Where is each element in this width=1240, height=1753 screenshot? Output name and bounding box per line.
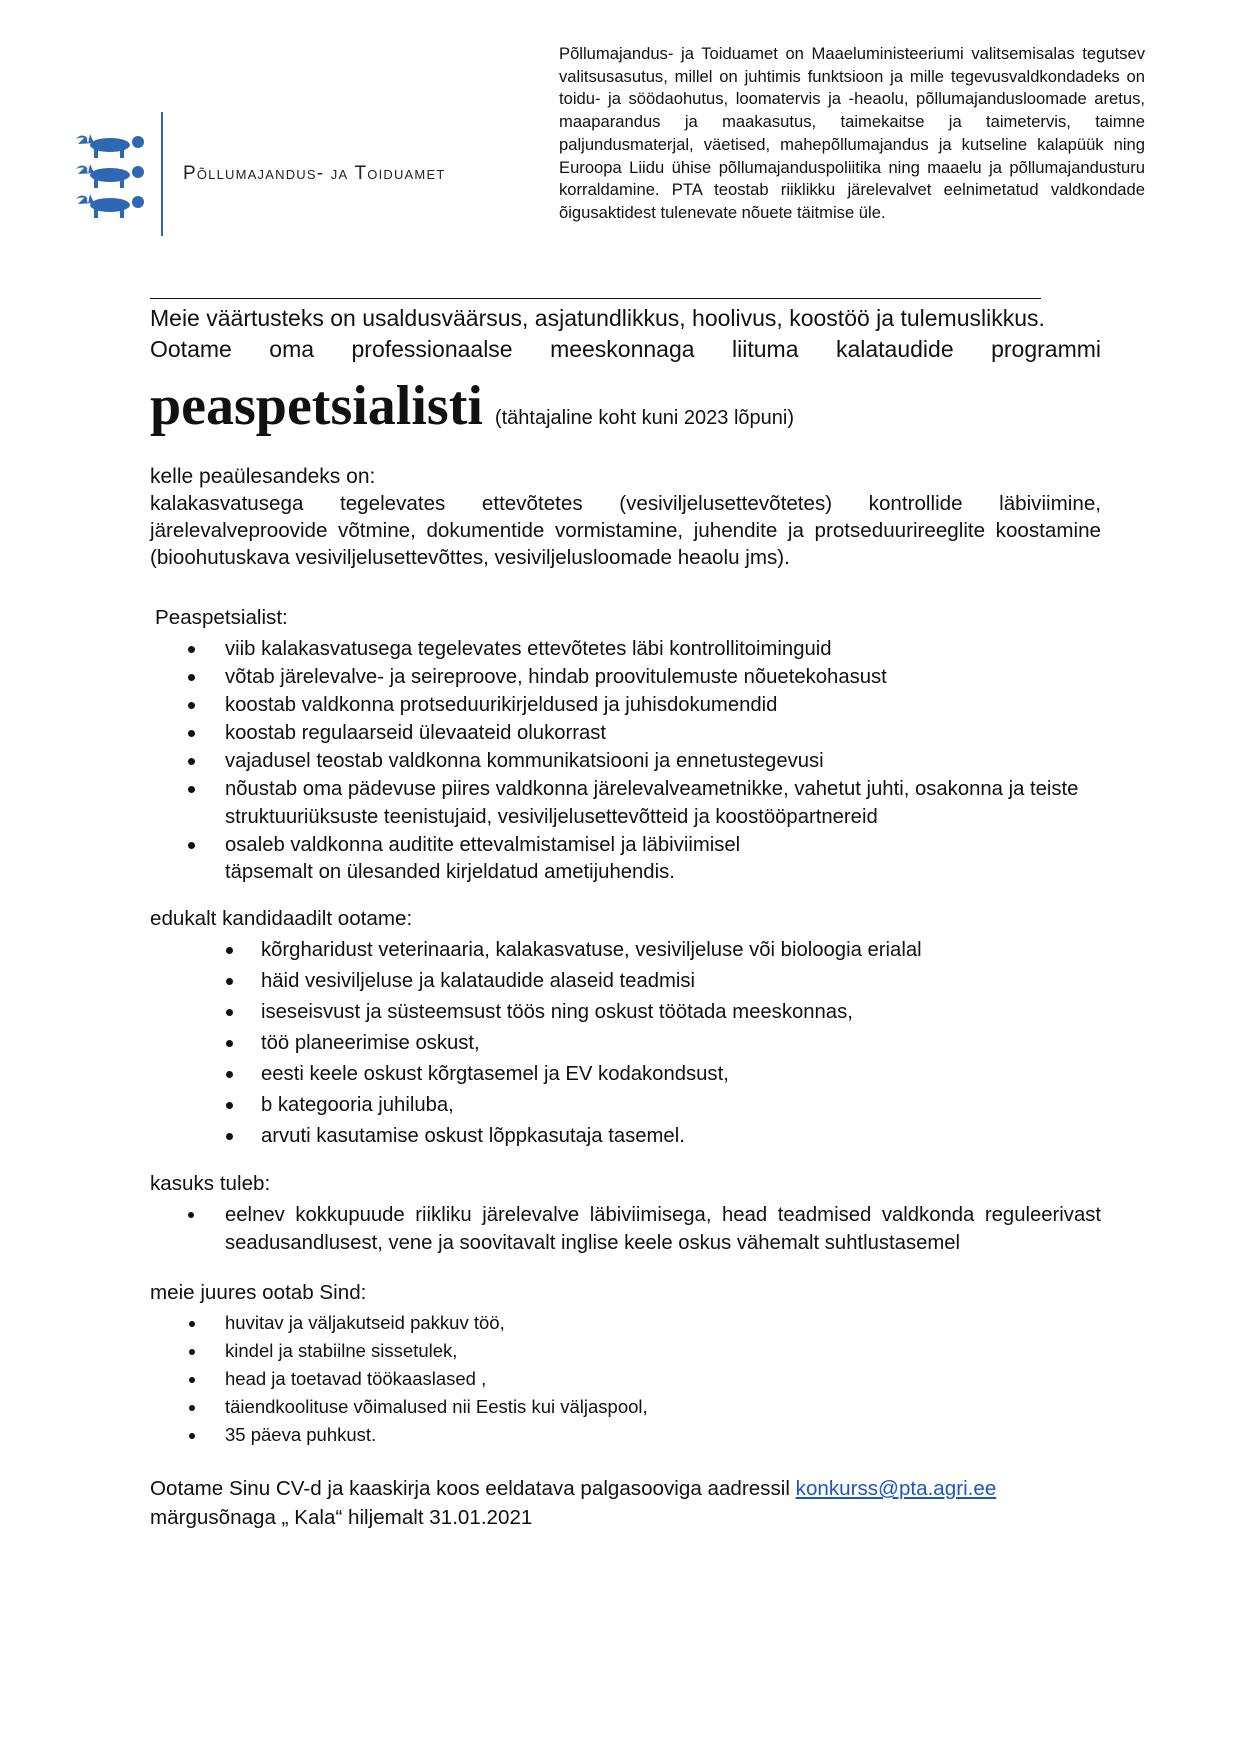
job-ad-body — [150, 303, 1101, 1532]
list-item: töö planeerimise oskust, — [261, 1028, 1101, 1059]
email-link[interactable]: konkurss@pta.agri.ee — [795, 1477, 997, 1500]
list-item: koostab valdkonna protseduurikirjeldused ja juhisdokumendid — [225, 691, 1101, 719]
three-lions-coat-of-arms-icon — [76, 130, 148, 222]
list-item: häid vesiviljeluse ja kalataudide alaseid teadmisi — [261, 966, 1101, 997]
lion-top — [76, 134, 144, 158]
requirements-list — [261, 935, 1101, 1152]
position-title: peaspetsialisti — [150, 375, 483, 437]
org-name: Põllumajandus- ja Toiduamet — [183, 163, 446, 184]
list-item: koostab regulaarseid ülevaateid olukorrast — [225, 719, 1101, 747]
closing — [150, 1474, 1101, 1532]
list-item: head ja toetavad töökaaslased , — [225, 1365, 1101, 1393]
list-item: iseseisvust ja süsteemsust töös ning oskust töötada meeskonnas, — [261, 997, 1101, 1028]
invite-line: Ootame oma professionaalse meeskonnaga liituma kalataudide programmi — [150, 336, 1101, 362]
main-tasks-heading: kelle peaülesandeks on: — [150, 465, 376, 488]
list-item: vajadusel teostab valdkonna kommunikatsiooni ja ennetustegevusi — [225, 747, 1101, 775]
list-item: täiendkoolituse võimalused nii Eestis kui väljaspool, — [225, 1393, 1101, 1421]
duties-note: täpsemalt on ülesanded kirjeldatud ametijuhendis. — [225, 861, 675, 883]
values-statement: Meie väärtusteks on usaldusväärsus, asjatundlikkus, hoolivus, koostöö ja tulemuslikkus. — [150, 305, 1045, 331]
list-item: eelnev kokkupuude riikliku järelevalve läbiviimisega, head teadmised valdkonda reguleerivast seadusandlusest, vene ja soovitavalt inglise keele oskus vähemalt suhtlustasemel — [225, 1201, 1101, 1257]
main-tasks-text: kalakasvatusega tegelevates ettevõtetes (vesiviljelusettevõtetes) kontrollide läbiviimine, järelevalveproovide võtmine, dokumentide vormistamine, juhendite ja protseduurireeglite koostamine (bioohutuskava vesiviljelusettevõttes, vesiviljelusloomade heaolu jms). — [150, 492, 1101, 569]
header-rule — [150, 298, 1041, 299]
list-item: osaleb valdkonna auditite ettevalmistamisel ja läbiviimisel — [225, 831, 1101, 859]
closing-line-1 — [150, 1474, 1101, 1503]
requirements-heading: edukalt kandidaadilt ootame: — [150, 907, 413, 930]
list-item: eesti keele oskust kõrgtasemel ja EV kodakondsust, — [261, 1059, 1101, 1090]
offer-list — [225, 1309, 1101, 1449]
list-item: viib kalakasvatusega tegelevates ettevõtetes läbi kontrollitoiminguid — [225, 635, 1101, 663]
lion-middle — [76, 164, 144, 188]
agency-description: Põllumajandus- ja Toiduamet on Maaeluministeeriumi valitsemisalas tegutsev valitsusasutus, millel on juhtimis funktsioon ja mille tegevusvaldkondadeks on toidu- ja söödaohutus, loomatervis ja -heaolu, põllumajandusloomade aretus, maaparandus ja maakasutus, taimekaitse ja taimetervis, taimne paljundusmaterjal, väetised, mahepõllumajandus ja kutseline kalapüük ning Euroopa Liidu ühise põllumajanduspoliitika ning maaelu ja põllumajandusturu korraldamine. PTA teostab riiklikku järelevalvet eelnimetatud valdkondade õigusaktidest tulenevate nõuete täitmise üle. — [559, 44, 1145, 222]
list-item: kindel ja stabiilne sissetulek, — [225, 1337, 1101, 1365]
list-item: arvuti kasutamise oskust lõppkasutaja tasemel. — [261, 1121, 1101, 1152]
position-title-row — [150, 373, 1101, 439]
offer-heading: meie juures ootab Sind: — [150, 1281, 367, 1304]
closing-line-2: märgusõnaga „ Kala“ hiljemalt 31.01.2021 — [150, 1506, 533, 1529]
list-item: kõrgharidust veterinaaria, kalakasvatuse, vesiviljeluse või bioloogia erialal — [261, 935, 1101, 966]
lion-bottom — [76, 194, 144, 218]
advantages-heading: kasuks tuleb: — [150, 1172, 271, 1195]
duties-list — [225, 635, 1101, 859]
duties-heading: Peaspetsialist: — [155, 606, 288, 629]
list-item: b kategooria juhiluba, — [261, 1090, 1101, 1121]
closing-text: Ootame Sinu CV-d ja kaaskirja koos eeldatava palgasooviga aadressil — [150, 1477, 796, 1500]
list-item: nõustab oma pädevuse piires valdkonna järelevalveametnikke, vahetut juhti, osakonna ja teiste struktuuriüksuste teenistujaid, vesiviljelusettevõtteid ja koostööpartnereid — [225, 775, 1101, 831]
advantages-list — [225, 1201, 1101, 1257]
logo-divider — [161, 112, 163, 236]
position-term: (tähtajaline koht kuni 2023 lõpuni) — [494, 407, 795, 429]
list-item: 35 päeva puhkust. — [225, 1421, 1101, 1449]
list-item: huvitav ja väljakutseid pakkuv töö, — [225, 1309, 1101, 1337]
list-item: võtab järelevalve- ja seireproove, hindab proovitulemuste nõuetekohasust — [225, 663, 1101, 691]
